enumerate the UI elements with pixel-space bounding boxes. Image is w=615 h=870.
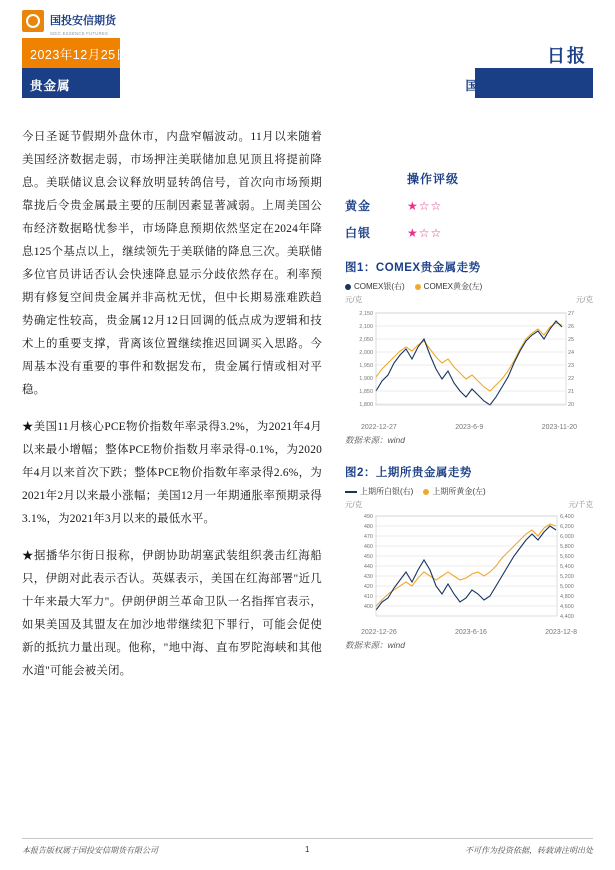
- report-date: 2023年12月25日: [30, 48, 129, 62]
- figure-1-title: 图1：COMEX贵金属走势: [345, 262, 481, 274]
- paragraph: 今日圣诞节假期外盘休市，内盘窄幅波动。11月以来随着美国经济数据走弱，市场押注美联储加息见顶且将提前降息。美联储议息会议释放明显转鸽信号，首次向市场预期靠拢后令贵金属最主要的压制因素显著减弱。上周美国公布经济数据略忧参半，市场降息预期依然坚定在2024年降息125个基点以上，继续领先于美联储的降息三次。美联储多位官员讲话否认会快速降息显示分歧依然存在。利率预期有修复空间贵金属并非高枕无忧，但中长期易涨难跌趋势确定性较高，贵金属12月12日回调的低点成为逻辑和技术上的重要支撑，背离该位置继续推迟回调买入思路。今周基本没有重要的事件和数据发布，贵金属行情或相对平稳。: [22, 131, 322, 396]
- rating-title: 操作评级: [407, 172, 460, 186]
- header-white-band-bottom: [120, 68, 475, 98]
- legend-marker-icon: [415, 284, 421, 290]
- svg-text:1,850: 1,850: [359, 389, 373, 395]
- paragraph: ★美国11月核心PCE物价指数年率录得3.2%，为2021年4月以来最小增幅；整体PCE物价指数月率录得-0.1%，为2020年4月以来首次下跌；整体PCE物价指数年率录得2.6%，为2021年2月以来最小涨幅；美国12月一年期通胀率预期录得3.1%，为2021年3月以来的最低水平。: [22, 421, 322, 525]
- svg-text:400: 400: [363, 604, 373, 610]
- rating-label: 黄金: [345, 199, 372, 213]
- axis-unit-right: 元/千克: [568, 500, 593, 509]
- legend-marker-icon: [345, 284, 351, 290]
- logo-mark-icon: [22, 10, 44, 32]
- rating-stars: ★☆☆: [407, 198, 443, 213]
- legend-label: COMEX黄金(左): [423, 282, 483, 291]
- rating-label: 白银: [345, 226, 372, 240]
- comex-chart-svg: [345, 305, 593, 423]
- legend-marker-icon: [423, 489, 429, 495]
- brand-subtext: SDIC ESSENCE FUTURES: [50, 31, 109, 36]
- figure-2-title: 图2：上期所贵金属走势: [345, 467, 472, 479]
- svg-text:4,400: 4,400: [560, 614, 574, 620]
- figure-1-legend: [345, 281, 593, 292]
- svg-text:2,150: 2,150: [359, 311, 373, 317]
- rating-stars: ★☆☆: [407, 225, 443, 240]
- svg-text:22: 22: [568, 376, 575, 382]
- legend-label: COMEX银(右): [354, 282, 405, 291]
- svg-text:5,200: 5,200: [560, 574, 574, 580]
- svg-text:5,600: 5,600: [560, 554, 574, 560]
- paragraph: ★据播华尔街日报称，伊朗协助胡塞武装组织袭击红海船只，伊朗对此表示否认。英媒表示，美国在红海部署"近几十年来最大军力"。伊朗伊朗兰革命卫队一名指挥官表示，如果美国及其盟友在加沙地带继续犯下罪行，可能会促使新的抵抗力量出现。他称，"地中海、直布罗陀海峡和其他水道"可能会被关闭。: [22, 550, 322, 677]
- footer-copyright: 本报告版权属于国投安信期货有限公司: [22, 846, 158, 855]
- figure-1-units: [345, 294, 593, 305]
- svg-text:24: 24: [568, 350, 575, 356]
- svg-text:1,800: 1,800: [359, 402, 373, 408]
- rating-row-silver: [345, 224, 593, 241]
- svg-text:5,000: 5,000: [560, 584, 574, 590]
- svg-text:1,950: 1,950: [359, 363, 373, 369]
- svg-text:470: 470: [363, 534, 373, 540]
- svg-text:6,000: 6,000: [560, 534, 574, 540]
- figure-1-chart: [345, 305, 593, 423]
- footer-divider: [22, 838, 593, 839]
- svg-text:1,900: 1,900: [359, 376, 373, 382]
- svg-text:2,100: 2,100: [359, 324, 373, 330]
- svg-text:5,400: 5,400: [560, 564, 574, 570]
- figure-2-source: 数据来源：wind: [345, 640, 405, 650]
- shfe-chart-svg: [345, 510, 593, 628]
- rating-row-gold: [345, 197, 593, 214]
- svg-text:2,050: 2,050: [359, 337, 373, 343]
- sidebar: [345, 170, 593, 651]
- svg-text:410: 410: [363, 594, 373, 600]
- xlabel: 2023-11-20: [541, 424, 577, 431]
- legend-item: [345, 281, 405, 292]
- svg-text:21: 21: [568, 389, 575, 395]
- institute-name: 国投安信期货研究院: [465, 79, 587, 93]
- xlabel: 2022-12-26: [361, 629, 397, 636]
- svg-text:23: 23: [568, 363, 575, 369]
- legend-marker-icon: [345, 491, 357, 493]
- brand-logo: [22, 10, 116, 32]
- svg-text:490: 490: [363, 514, 373, 520]
- svg-text:4,800: 4,800: [560, 594, 574, 600]
- legend-item: [345, 486, 413, 497]
- xlabel: 2023-12-8: [545, 629, 577, 636]
- legend-label: 上期所黄金(左): [432, 487, 486, 496]
- svg-text:420: 420: [363, 584, 373, 590]
- legend-label: 上期所白银(右): [360, 487, 414, 496]
- svg-text:4,600: 4,600: [560, 604, 574, 610]
- figure-2-chart: [345, 510, 593, 628]
- header-underline: [478, 94, 593, 96]
- svg-text:480: 480: [363, 524, 373, 530]
- figure-1-source: 数据来源：wind: [345, 435, 405, 445]
- svg-text:430: 430: [363, 574, 373, 580]
- axis-unit-right: 元/克: [575, 295, 593, 304]
- svg-text:20: 20: [568, 402, 575, 408]
- svg-text:5,800: 5,800: [560, 544, 574, 550]
- article-body: [22, 126, 322, 697]
- svg-text:25: 25: [568, 337, 575, 343]
- svg-text:2,000: 2,000: [359, 350, 373, 356]
- axis-unit-left: 元/克: [345, 295, 363, 304]
- svg-text:6,200: 6,200: [560, 524, 574, 530]
- axis-unit-left: 元/克: [345, 500, 363, 509]
- figure-1-xlabels: [345, 424, 593, 431]
- figure-2-legend: [345, 486, 593, 497]
- brand-name: 国投安信期货: [50, 14, 116, 27]
- svg-text:460: 460: [363, 544, 373, 550]
- xlabel: 2022-12-27: [361, 424, 397, 431]
- svg-text:440: 440: [363, 564, 373, 570]
- xlabel: 2023-6-9: [455, 424, 484, 431]
- header-white-band-top: [120, 38, 593, 68]
- svg-text:26: 26: [568, 324, 575, 330]
- xlabel: 2023-6-16: [454, 629, 487, 636]
- legend-item: [423, 486, 485, 497]
- footer-disclaimer: 不可作为投资依据，转载请注明出处: [465, 846, 593, 855]
- report-section: 贵金属: [30, 79, 71, 93]
- legend-item: [415, 281, 483, 292]
- svg-text:450: 450: [363, 554, 373, 560]
- report-type: 日报: [547, 46, 587, 66]
- svg-text:6,400: 6,400: [560, 514, 574, 520]
- svg-text:27: 27: [568, 311, 575, 317]
- figure-2-xlabels: [345, 629, 593, 636]
- figure-2-units: [345, 499, 593, 510]
- page-number: 1: [305, 845, 310, 854]
